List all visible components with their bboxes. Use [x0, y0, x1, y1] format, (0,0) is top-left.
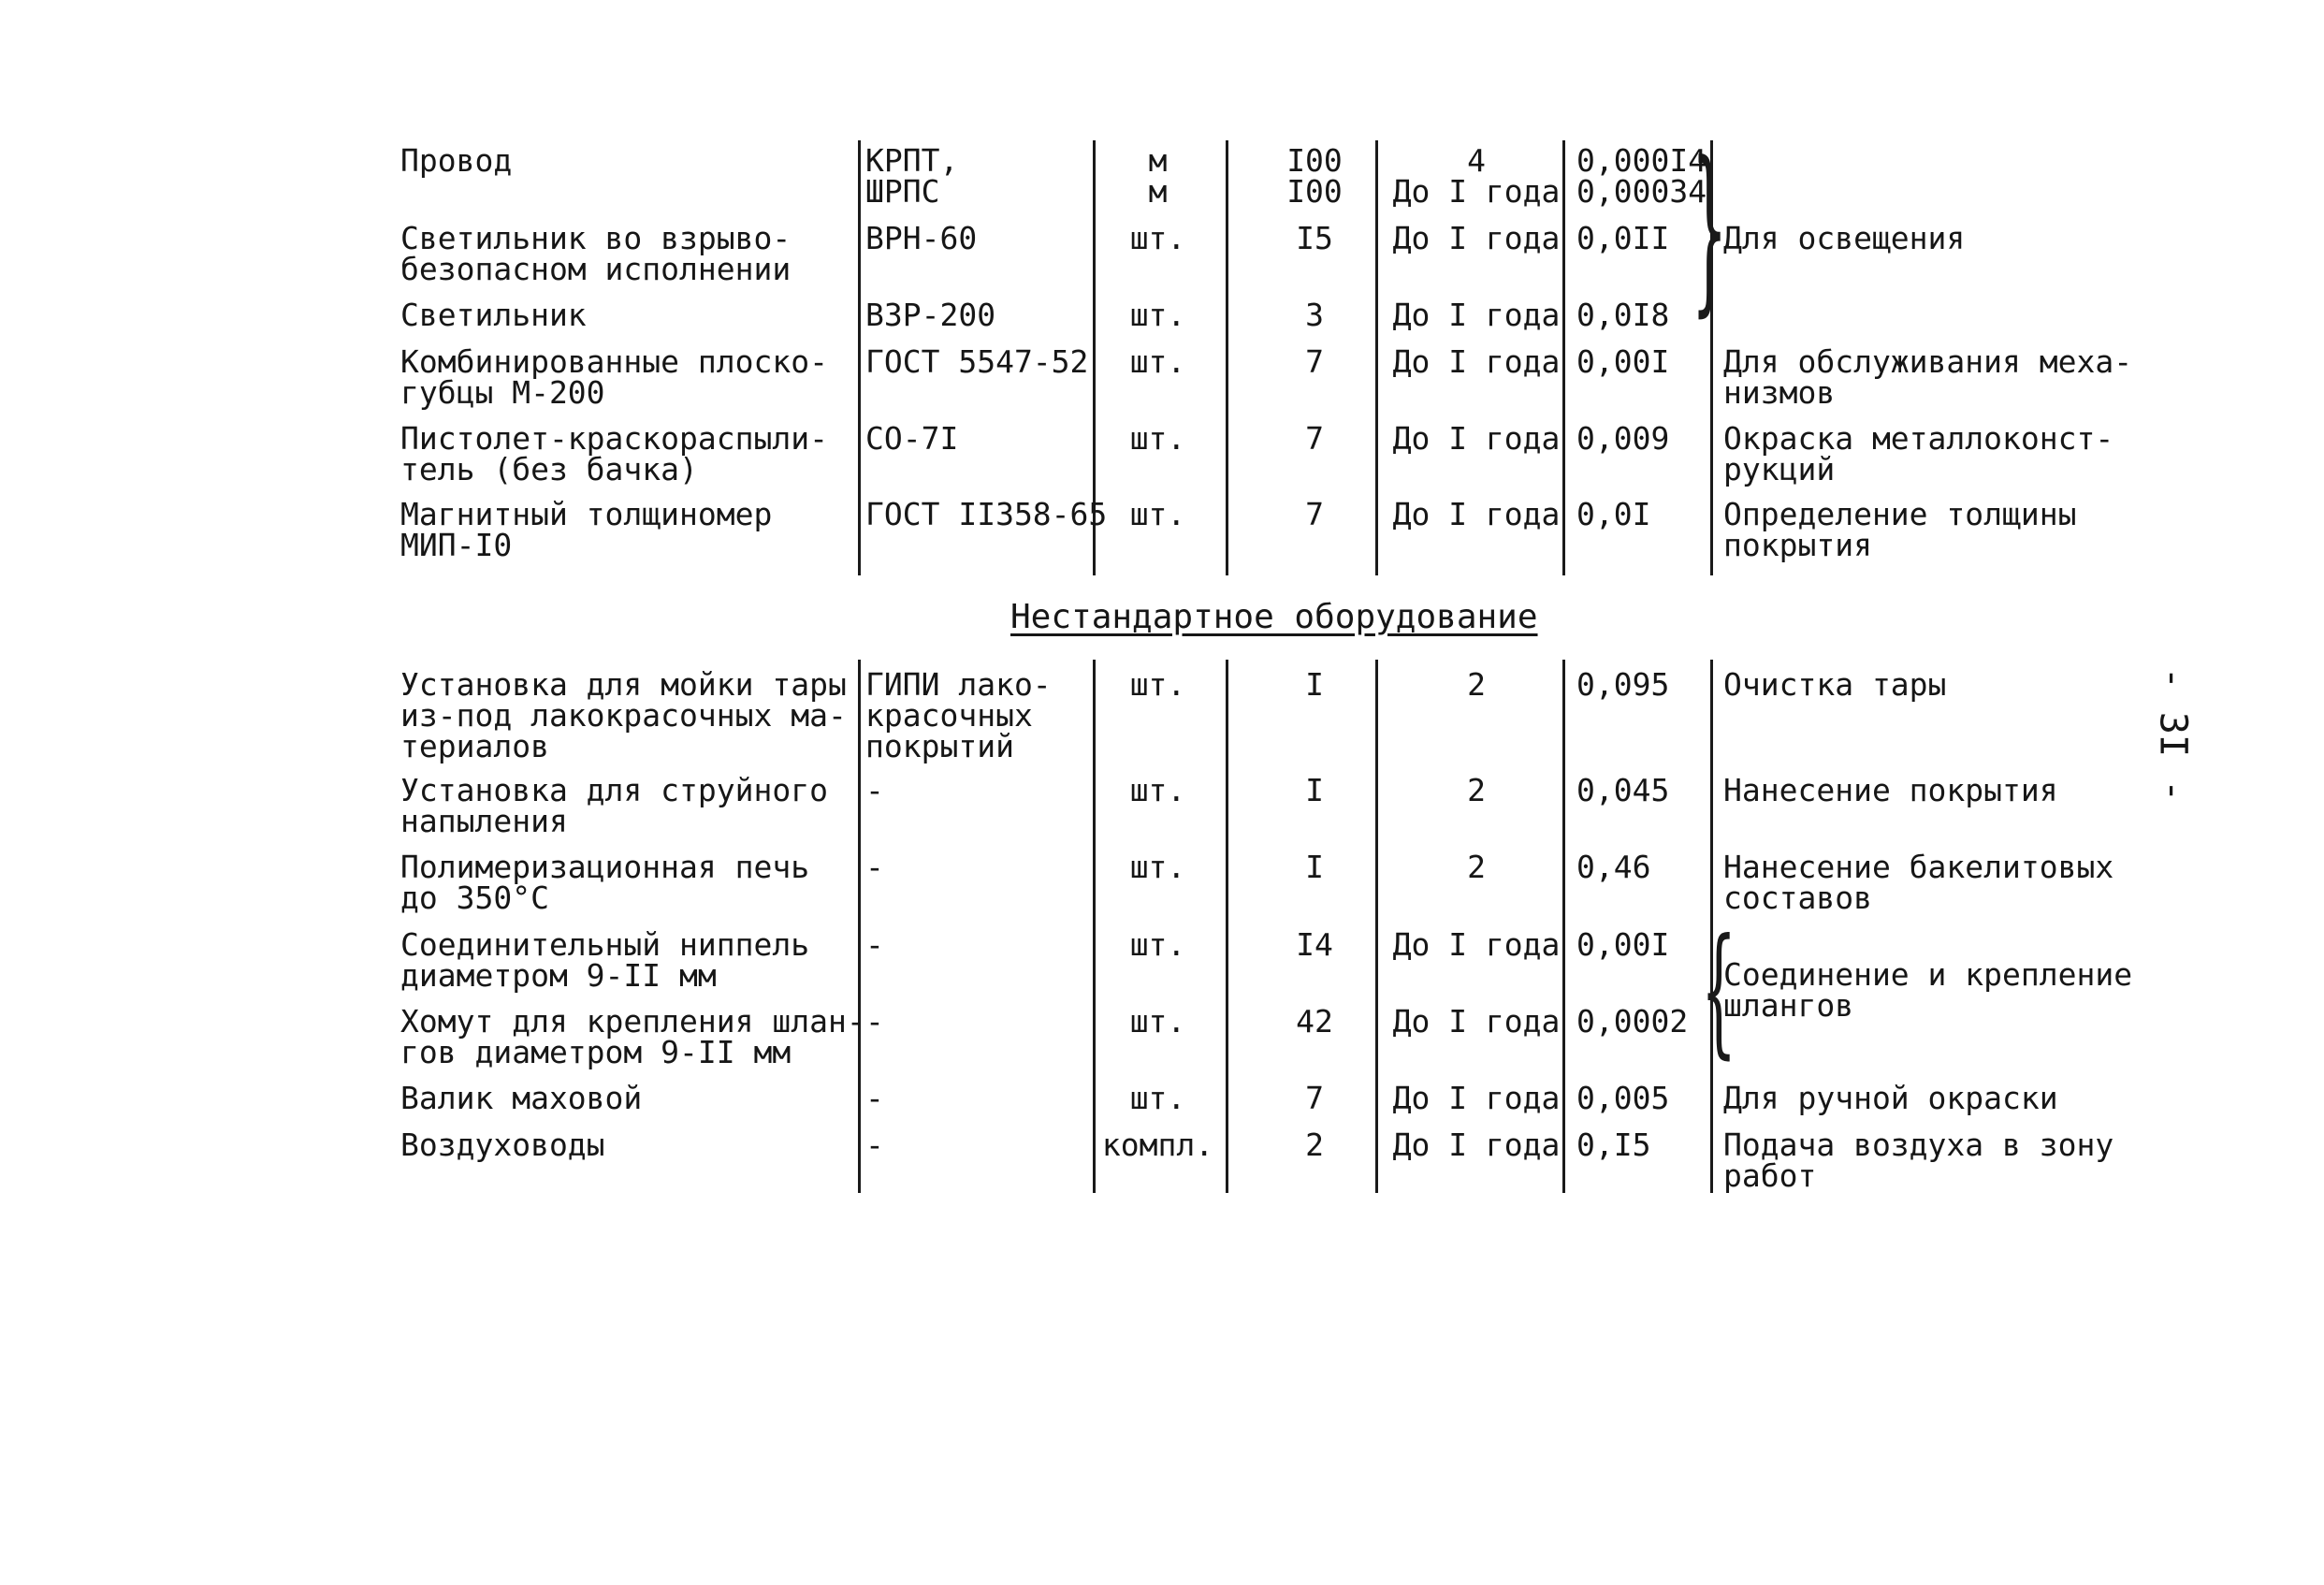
- item-cost: 0,045: [1576, 772, 1670, 808]
- item-unit: шт.: [1129, 1080, 1186, 1116]
- item-mark: -: [865, 926, 884, 963]
- item-mark: -: [865, 772, 884, 808]
- item-name: Хомут для крепления шлан- гов диаметром 9-II мм: [400, 1003, 865, 1070]
- item-note: Окраска металлоконст- рукций: [1723, 420, 2114, 487]
- item-term: 2: [1467, 849, 1486, 885]
- grouping-brace: {: [1701, 909, 1737, 1074]
- item-mark: ГИПИ лако- красочных покрытий: [865, 666, 1052, 764]
- item-unit: шт.: [1129, 666, 1186, 703]
- item-note: Определение толщины покрытия: [1723, 496, 2077, 563]
- item-cost: 0,000I4 0,00034: [1576, 142, 1707, 210]
- item-note: Нанесение покрытия: [1723, 772, 2058, 808]
- item-mark: ВЗР-200: [865, 297, 996, 333]
- item-name: Комбинированные плоско- губцы М-200: [400, 343, 828, 411]
- item-cost: 0,0I: [1576, 496, 1651, 532]
- item-name: Светильник во взрыво- безопасном исполнении: [400, 220, 792, 287]
- item-cost: 0,46: [1576, 849, 1651, 885]
- page-number: - 3I -: [2151, 666, 2195, 803]
- item-cost: 0,0I8: [1576, 297, 1670, 333]
- item-cost: 0,095: [1576, 666, 1670, 703]
- item-note: Нанесение бакелитовых составов: [1723, 849, 2114, 916]
- item-cost: 0,00I: [1576, 926, 1670, 963]
- item-note: Очистка тары: [1723, 666, 1947, 703]
- column-rule: [1226, 660, 1228, 1193]
- item-mark: -: [865, 1080, 884, 1116]
- item-name: Воздуховоды: [400, 1127, 605, 1163]
- item-mark: КРПТ, ШРПС: [865, 142, 959, 210]
- item-qty: 7: [1305, 343, 1324, 380]
- item-cost: 0,009: [1576, 420, 1670, 457]
- item-qty: 42: [1296, 1003, 1333, 1040]
- item-name: Провод: [400, 142, 513, 179]
- item-name: Магнитный толщиномер МИП-I0: [400, 496, 773, 563]
- item-term: 2: [1467, 772, 1486, 808]
- item-mark: -: [865, 1127, 884, 1163]
- item-cost: 0,005: [1576, 1080, 1670, 1116]
- item-unit: шт.: [1129, 926, 1186, 963]
- merged-note: Соединение и крепление шлангов: [1723, 956, 2133, 1024]
- item-qty: I00 I00: [1286, 142, 1343, 210]
- item-term: До I года: [1392, 1127, 1561, 1163]
- item-unit: шт.: [1129, 1003, 1186, 1040]
- item-term: До I года: [1392, 297, 1561, 333]
- item-qty: 3: [1305, 297, 1324, 333]
- column-rule: [858, 140, 861, 575]
- section-heading: Нестандартное оборудование: [1010, 598, 1538, 636]
- item-name: Установка для струйного напыления: [400, 772, 828, 839]
- item-term: 4 До I года: [1392, 142, 1561, 210]
- item-qty: I5: [1296, 220, 1333, 256]
- item-term: До I года: [1392, 1080, 1561, 1116]
- item-qty: I: [1305, 772, 1324, 808]
- item-mark: -: [865, 1003, 884, 1040]
- item-unit: компл.: [1101, 1127, 1214, 1163]
- item-term: До I года: [1392, 420, 1561, 457]
- item-mark: ГОСТ 5547-52: [865, 343, 1089, 380]
- item-name: Соединительный ниппель диаметром 9-II мм: [400, 926, 810, 994]
- item-term: До I года: [1392, 1003, 1561, 1040]
- item-mark: СО-7I: [865, 420, 959, 457]
- item-cost: 0,0II: [1576, 220, 1670, 256]
- item-unit: шт.: [1129, 220, 1186, 256]
- item-qty: 2: [1305, 1127, 1324, 1163]
- item-name: Светильник: [400, 297, 587, 333]
- item-term: До I года: [1392, 926, 1561, 963]
- grouping-brace: }: [1692, 125, 1728, 335]
- item-unit: шт.: [1129, 772, 1186, 808]
- item-name: Установка для мойки тары из-под лакокрасочных ма- териалов: [400, 666, 847, 764]
- item-cost: 0,I5: [1576, 1127, 1651, 1163]
- item-note: Для освещения: [1723, 220, 1966, 256]
- item-term: 2: [1467, 666, 1486, 703]
- item-unit: шт.: [1129, 849, 1186, 885]
- item-mark: -: [865, 849, 884, 885]
- item-qty: I: [1305, 849, 1324, 885]
- column-rule: [1226, 140, 1228, 575]
- item-mark: ГОСТ II358-65: [865, 496, 1108, 532]
- item-unit: шт.: [1129, 496, 1186, 532]
- item-qty: 7: [1305, 1080, 1324, 1116]
- item-unit: м м: [1148, 142, 1168, 210]
- item-qty: 7: [1305, 496, 1324, 532]
- item-qty: I4: [1296, 926, 1333, 963]
- item-cost: 0,0002: [1576, 1003, 1689, 1040]
- item-unit: шт.: [1129, 343, 1186, 380]
- item-unit: шт.: [1129, 297, 1186, 333]
- item-mark: ВРН-60: [865, 220, 978, 256]
- item-qty: 7: [1305, 420, 1324, 457]
- item-name: Полимеризационная печь до 350°С: [400, 849, 810, 916]
- item-term: До I года: [1392, 343, 1561, 380]
- item-name: Валик маховой: [400, 1080, 643, 1116]
- item-term: До I года: [1392, 220, 1561, 256]
- item-term: До I года: [1392, 496, 1561, 532]
- item-unit: шт.: [1129, 420, 1186, 457]
- item-note: Для обслуживания меха- низмов: [1723, 343, 2133, 411]
- item-qty: I: [1305, 666, 1324, 703]
- column-rule: [858, 660, 861, 1193]
- item-note: Подача воздуха в зону работ: [1723, 1127, 2114, 1194]
- item-note: Для ручной окраски: [1723, 1080, 2058, 1116]
- item-name: Пистолет-краскораспыли- тель (без бачка): [400, 420, 828, 487]
- item-cost: 0,00I: [1576, 343, 1670, 380]
